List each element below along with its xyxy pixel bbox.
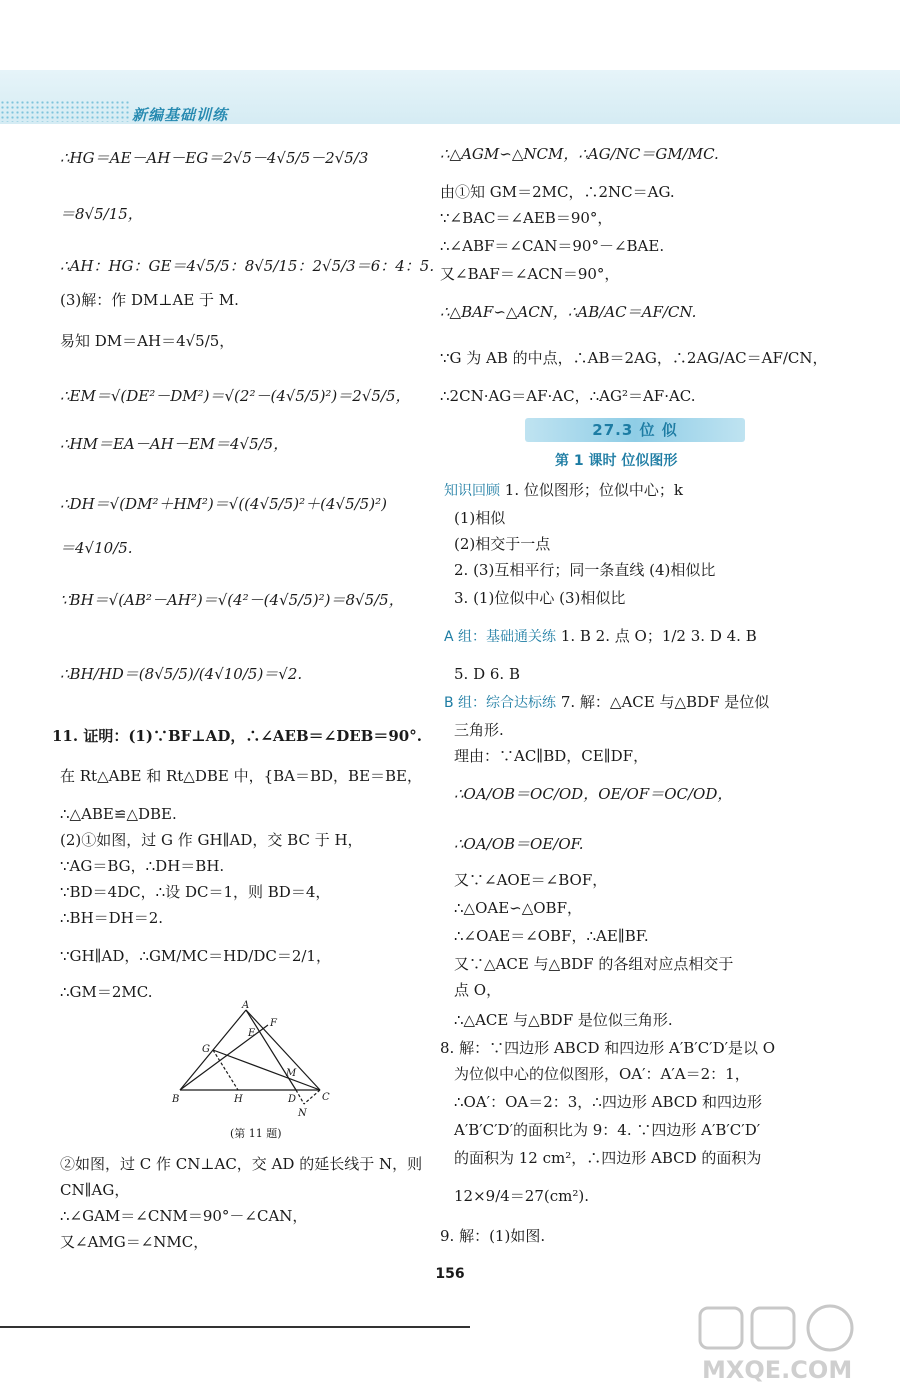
left-line-24: 又∠AMG＝∠NMC， [60, 1233, 209, 1251]
tag-group-b: B 组：综合达标练 [444, 695, 557, 711]
label-e: E [248, 1028, 256, 1039]
left-line-6: ∴EM＝√(DE²－DM²)＝√(2²－(4√5/5)²)＝2√5/5， [60, 387, 411, 405]
right-line-12: 2. (3)互相平行；同一条直线 (4)相似比 [454, 561, 716, 579]
right-line-25: 点 O， [454, 981, 502, 999]
left-line-19: ∵GH∥AD，∴GM/MC＝HD/DC＝2/1， [60, 947, 331, 965]
left-line-22: CN∥AG， [60, 1181, 130, 1199]
segment-gc [213, 1050, 320, 1090]
left-line-7: ∴HM＝EA－AH－EM＝4√5/5， [60, 435, 289, 453]
right-line-22: ∴△OAE∽△OBF， [454, 899, 582, 917]
tag-knowledge-review: 知识回顾 [444, 483, 500, 499]
right-line-13: 3. (1)位似中心 (3)相似比 [454, 589, 626, 607]
left-line-1: ∴HG＝AE－AH－EG＝2√5－4√5/5－2√5/3 [60, 149, 369, 167]
right-line-18: 理由：∵AC∥BD，CE∥DF， [454, 747, 649, 765]
label-m: M [286, 1068, 297, 1079]
right-line-2: 由①知 GM＝2MC，∴2NC＝AG. [440, 183, 675, 201]
label-d: D [288, 1094, 297, 1105]
right-line-8: ∴2CN·AG＝AF·AC，∴AG²＝AF·AC. [440, 387, 696, 405]
footer-rule [0, 1326, 470, 1328]
right-line-19: ∴OA/OB＝OC/OD，OE/OF＝OC/OD， [454, 785, 733, 803]
left-line-18: ∴BH＝DH＝2. [60, 909, 164, 927]
left-line-20: ∴GM＝2MC. [60, 983, 153, 1001]
right-line-21: 又∵∠AOE＝∠BOF， [454, 871, 608, 889]
left-line-5: 易知 DM＝AH＝4√5/5， [60, 332, 235, 350]
right-line-4: ∴∠ABF＝∠CAN＝90°－∠BAE. [440, 237, 665, 255]
right-line-11: (2)相交于一点 [454, 535, 551, 553]
left-line-4: (3)解：作 DM⊥AE 于 M. [60, 291, 239, 309]
left-line-13: 在 Rt△ABE 和 Rt△DBE 中，{BA＝BD，BE＝BE， [60, 767, 422, 785]
left-line-21: ②如图，过 C 作 CN⊥AC，交 AD 的延长线于 N，则 [60, 1155, 423, 1173]
right-line-17: 三角形. [454, 721, 504, 739]
label-c: C [322, 1092, 330, 1103]
right-line-29: ∴OA′：OA＝2：3，∴四边形 ABCD 和四边形 [454, 1093, 763, 1111]
right-line-23: ∴∠OAE＝∠OBF，∴AE∥BF. [454, 927, 649, 945]
tag-group-a: A 组：基础通关练 [444, 629, 557, 645]
left-line-2: ＝8√5/15， [60, 205, 143, 223]
label-h: H [234, 1094, 243, 1105]
page-number: 156 [435, 1266, 465, 1282]
right-line-27: 8. 解：∵四边形 ABCD 和四边形 A′B′C′D′是以 O [440, 1039, 776, 1057]
right-line-15: 5. D 6. B [454, 665, 520, 683]
left-line-14: ∴△ABE≌△DBE. [60, 805, 177, 823]
label-n: N [298, 1108, 307, 1119]
right-line-7: ∵G 为 AB 的中点，∴AB＝2AG，∴2AG/AC＝AF/CN， [440, 349, 828, 367]
right-line-24: 又∵△ACE 与△BDF 的各组对应点相交于 [454, 955, 734, 973]
label-g: G [202, 1044, 210, 1055]
right-line-33: 9. 解：(1)如图. [440, 1227, 546, 1245]
right-line-6: ∴△BAF∽△ACN，∴AB/AC＝AF/CN. [440, 303, 697, 321]
left-line-16: ∵AG＝BG，∴DH＝BH. [60, 857, 225, 875]
edge-ac [246, 1010, 320, 1090]
extension-dn [296, 1090, 304, 1104]
right-line-3: ∵∠BAC＝∠AEB＝90°， [440, 209, 613, 227]
left-line-10: ∵BH＝√(AB²－AH²)＝√(4²－(4√5/5)²)＝8√5/5， [60, 591, 404, 609]
right-line-28: 为位似中心的位似图形，OA′：A′A＝2：1， [454, 1065, 750, 1083]
right-line-16: 7. 解：△ACE 与△BDF 是位似 [560, 693, 770, 711]
label-a: A [242, 1000, 250, 1011]
right-line-32: 12×9/4＝27(cm²). [454, 1187, 589, 1205]
label-b: B [172, 1094, 180, 1105]
left-line-23: ∴∠GAM＝∠CNM＝90°－∠CAN， [60, 1207, 308, 1225]
header-dots [0, 100, 130, 122]
right-line-9: 1. 位似图形；位似中心；k [504, 481, 683, 499]
section-subtitle: 第 1 课时 位似图形 [555, 453, 678, 469]
svg-text:MXQE.COM: MXQE.COM [702, 1356, 853, 1384]
left-line-3: ∴AH：HG：GE＝4√5/5：8√5/15：2√5/3＝6：4：5. [60, 257, 435, 275]
left-line-9: ＝4√10/5. [60, 539, 133, 557]
left-line-8: ∴DH＝√(DM²＋HM²)＝√((4√5/5)²＋(4√5/5)²) [60, 495, 387, 513]
right-line-10: (1)相似 [454, 509, 506, 527]
left-line-12: 11. 证明：(1)∵BF⊥AD，∴∠AEB＝∠DEB＝90°. [52, 727, 422, 745]
right-line-30: A′B′C′D′的面积比为 9：4. ∵四边形 A′B′C′D′ [454, 1121, 761, 1139]
section-banner: 27.3 位 似 [525, 418, 745, 442]
right-line-5: 又∠BAF＝∠ACN＝90°， [440, 265, 620, 283]
right-line-1: ∴△AGM∽△NCM，∴AG/NC＝GM/MC. [440, 145, 719, 163]
figure-caption: (第 11 题) [230, 1127, 282, 1140]
header-title: 新编基础训练 [132, 106, 229, 124]
left-line-11: ∴BH/HD＝(8√5/5)/(4√10/5)＝√2. [60, 665, 303, 683]
right-line-20: ∴OA/OB＝OE/OF. [454, 835, 584, 853]
watermark-logo [690, 1300, 890, 1385]
segment-cn [304, 1090, 320, 1104]
triangle-figure [170, 1000, 350, 1120]
left-line-17: ∵BD＝4DC，∴设 DC＝1，则 BD＝4， [60, 883, 331, 901]
right-line-14: 1. B 2. 点 O；1/2 3. D 4. B [560, 627, 757, 645]
label-f: F [270, 1018, 277, 1029]
left-line-15: (2)①如图，过 G 作 GH∥AD，交 BC 于 H， [60, 831, 363, 849]
right-line-26: ∴△ACE 与△BDF 是位似三角形. [454, 1011, 673, 1029]
right-line-31: 的面积为 12 cm²，∴四边形 ABCD 的面积为 [454, 1149, 762, 1167]
